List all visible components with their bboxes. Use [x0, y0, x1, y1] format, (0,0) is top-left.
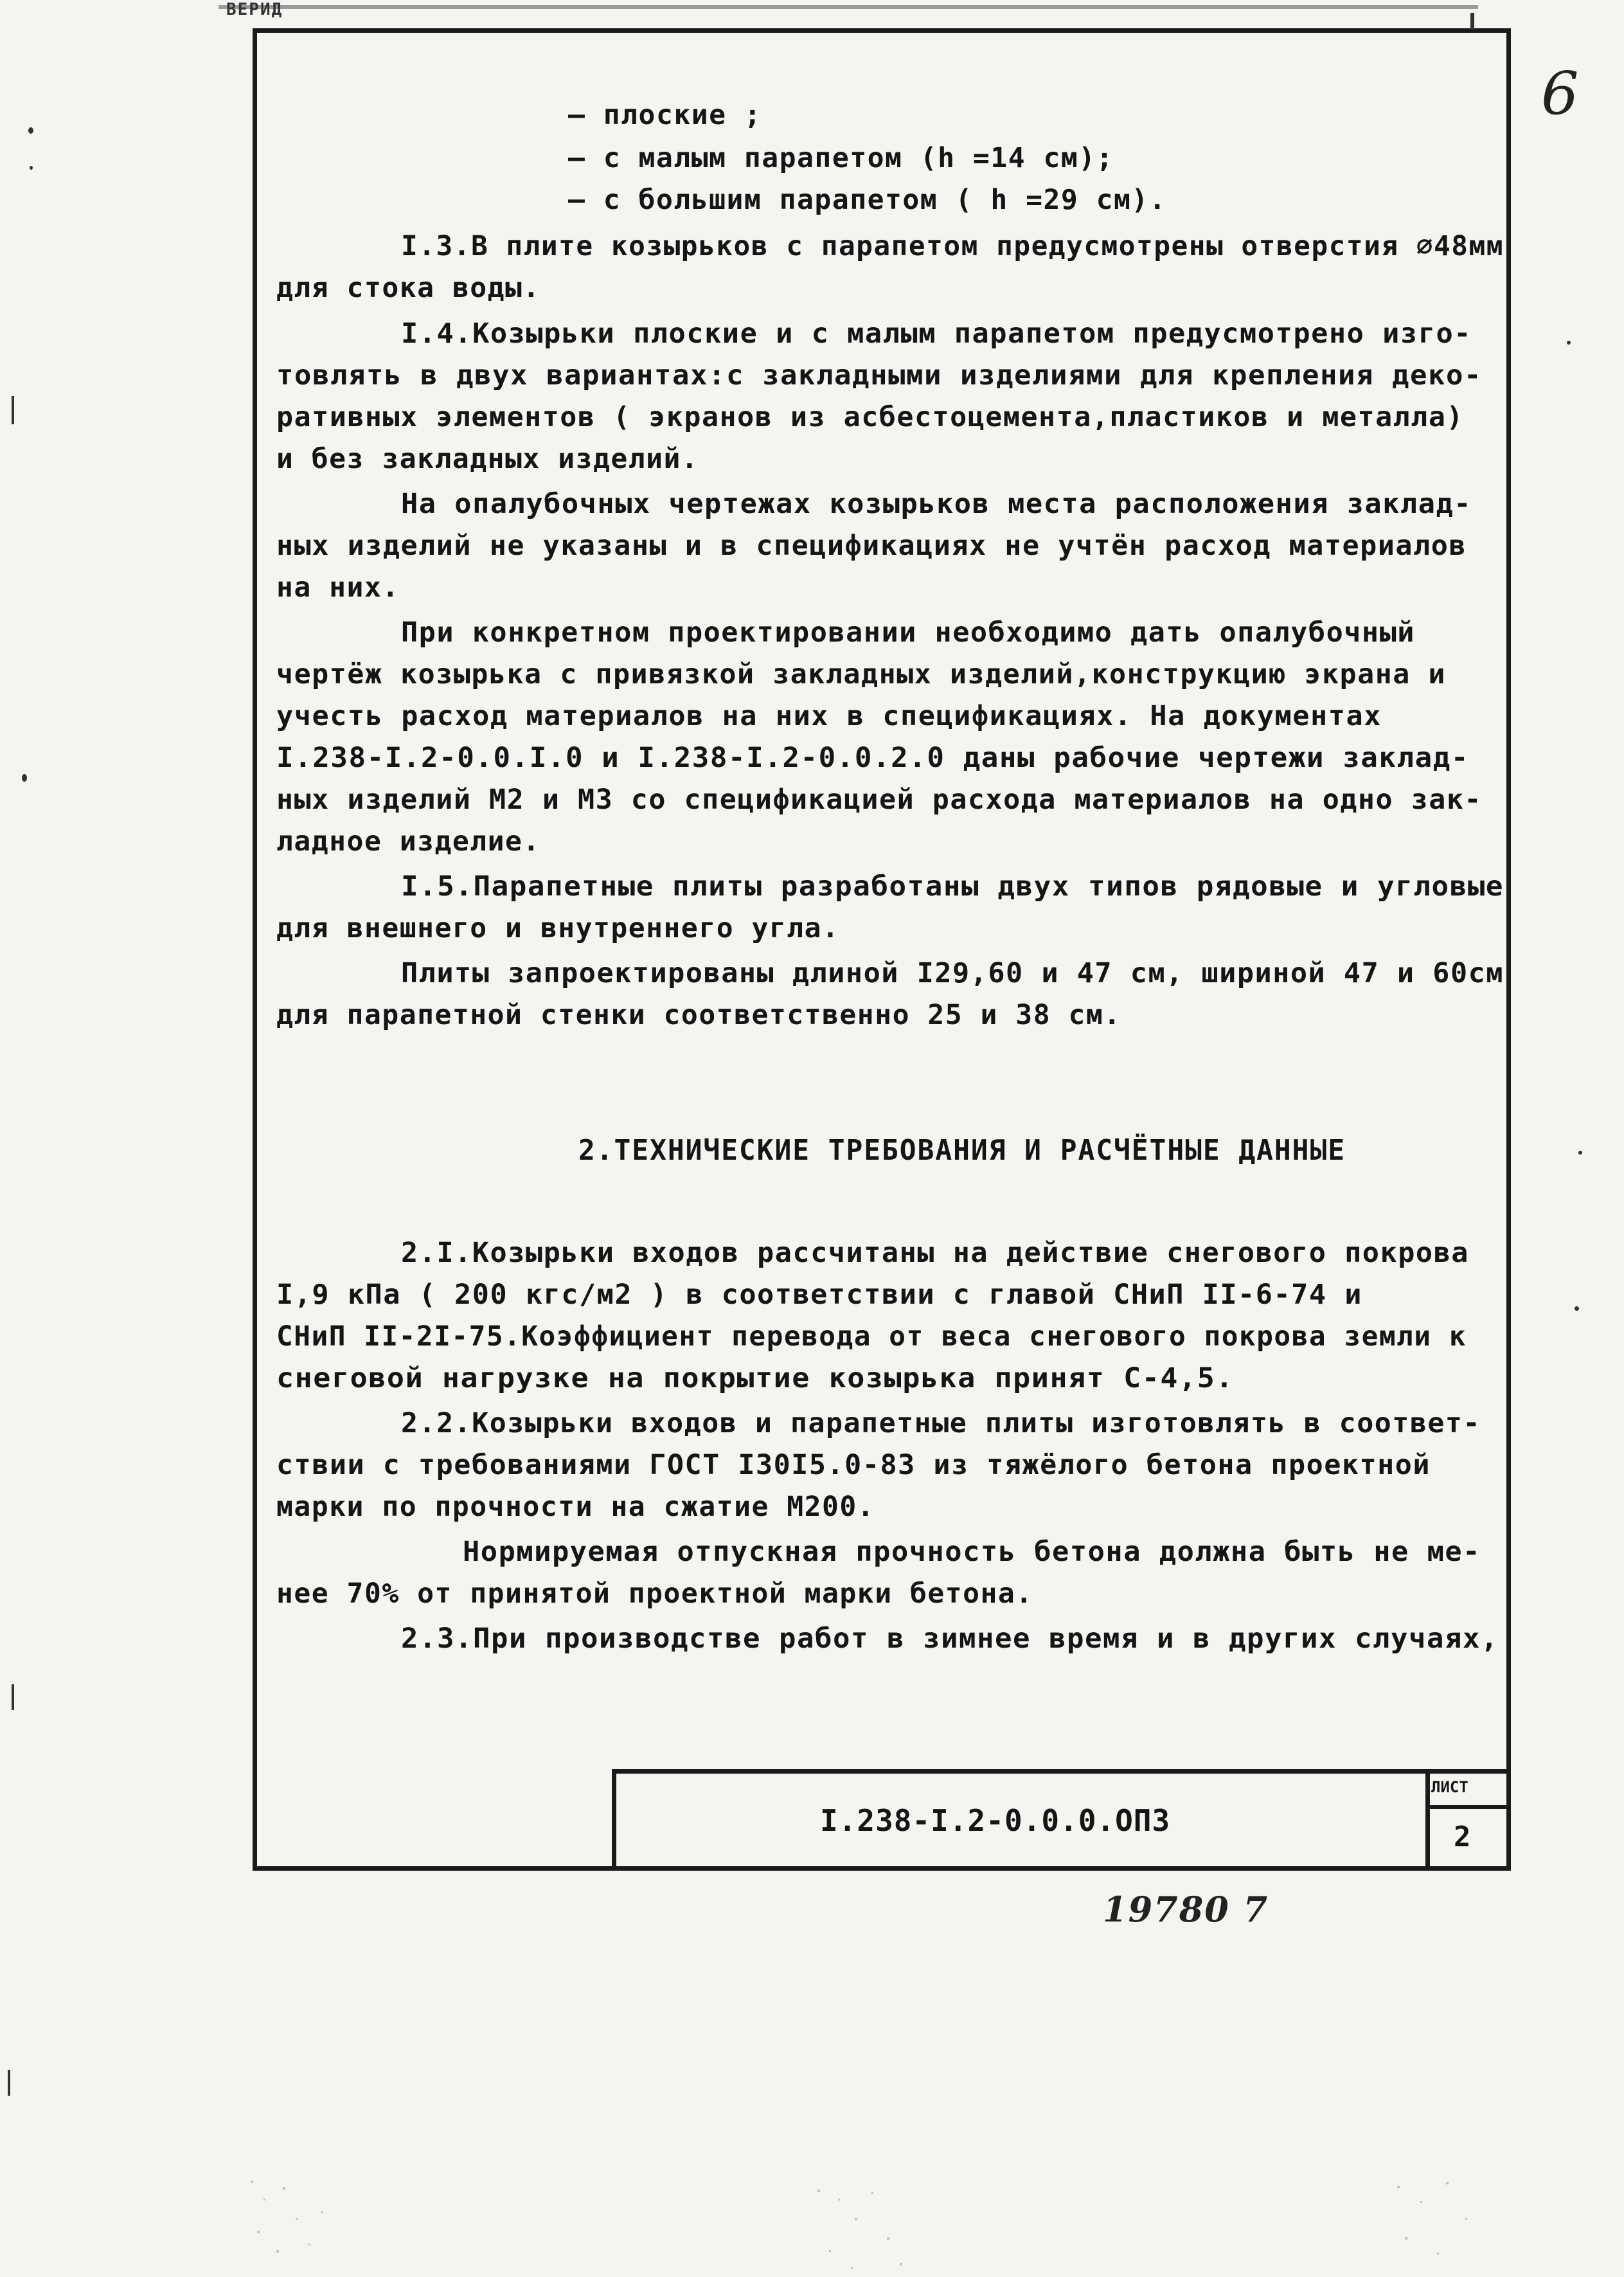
- scan-speck: [1575, 1306, 1579, 1311]
- text-line: для внешнего и внутреннего угла.: [276, 912, 840, 944]
- text-line: – плоские ;: [568, 99, 762, 131]
- section-heading: 2.ТЕХНИЧЕСКИЕ ТРЕБОВАНИЯ И РАСЧЁТНЫЕ ДАННЫЕ: [578, 1134, 1346, 1167]
- scan-speck: [8, 2070, 10, 2096]
- text-line: снеговой нагрузке на покрытие козырька принят С-4,5.: [276, 1362, 1234, 1394]
- text-line: – с большим парапетом ( h =29 см).: [568, 184, 1167, 216]
- text-line: I.238-I.2-0.0.I.0 и I.238-I.2-0.0.2.0 даны рабочие чертежи заклад-: [276, 742, 1469, 774]
- text-line: Нормируемая отпускная прочность бетона должна быть не ме-: [463, 1536, 1481, 1568]
- text-line: 2.3.При производстве работ в зимнее время и в других случаях,: [401, 1623, 1499, 1655]
- text-line: ных изделий М2 и М3 со спецификацией расхода материалов на одно зак-: [276, 784, 1482, 816]
- text-line: для стока воды.: [276, 272, 540, 304]
- sheet-number: 2: [1454, 1821, 1471, 1853]
- handwritten-page-number: 6: [1541, 59, 1579, 128]
- scan-speck: [1578, 1151, 1582, 1155]
- scan-noise-center: [810, 2179, 913, 2276]
- text-line: I.3.В плите козырьков с парапетом предусмотрены отверстия ∅48мм: [401, 230, 1504, 262]
- text-line: товлять в двух вариантах:с закладными изделиями для крепления деко-: [276, 359, 1482, 392]
- text-line: На опалубочных чертежах козырьков места расположения заклад-: [401, 488, 1472, 520]
- scan-speck: [12, 1684, 14, 1710]
- scan-speck: [12, 396, 14, 424]
- text-line: ствии с требованиями ГОСТ I30I5.0-83 из тяжёлого бетона проектной: [276, 1449, 1431, 1481]
- archive-number: 19780 7: [1103, 1889, 1269, 1930]
- scan-noise-left: [244, 2173, 334, 2263]
- text-line: 2.2.Козырьки входов и парапетные плиты изготовлять в соответ-: [401, 1407, 1481, 1439]
- text-line: I,9 кПа ( 200 кгс/м2 ) в соответствии с главой СНиП II-6-74 и: [276, 1279, 1362, 1311]
- scan-speck: [30, 166, 33, 170]
- text-line: чертёж козырька с привязкой закладных изделий,конструкцию экрана и: [276, 658, 1446, 690]
- document-code: I.238-I.2-0.0.0.ОПЗ: [820, 1803, 1171, 1838]
- text-line: ладное изделие.: [276, 825, 540, 858]
- text-line: I.4.Козырьки плоские и с малым парапетом предусмотрено изго-: [401, 318, 1472, 350]
- sheet-label: ЛИСТ: [1431, 1778, 1468, 1796]
- text-line: на них.: [276, 572, 400, 604]
- scan-speck: [1470, 13, 1474, 30]
- text-line: Плиты запроектированы длиной I29,60 и 47 см, шириной 47 и 60см: [401, 957, 1504, 989]
- text-line: I.5.Парапетные плиты разработаны двух типов рядовые и угловые: [401, 870, 1504, 903]
- scan-speck: [22, 774, 27, 782]
- text-line: марки по прочности на сжатие М200.: [276, 1491, 875, 1523]
- text-line: для парапетной стенки соответственно 25 и 38 см.: [276, 999, 1121, 1031]
- text-line: СНиП II-2I-75.Коэффициент перевода от веса снегового покрова земли к: [276, 1320, 1467, 1353]
- sheet-divider: [1425, 1805, 1511, 1809]
- text-line: ных изделий не указаны и в спецификациях не учтён расход материалов: [276, 530, 1467, 562]
- scan-speck: [28, 127, 33, 134]
- top-stamp: ВЕРИД: [226, 0, 283, 19]
- scan-speck: [1567, 341, 1571, 345]
- text-line: нее 70% от принятой проектной марки бетона.: [276, 1578, 1033, 1610]
- text-line: 2.I.Козырьки входов рассчитаны на действие снегового покрова: [401, 1237, 1469, 1269]
- text-line: учесть расход материалов на них в спецификациях. На документах: [276, 700, 1382, 732]
- text-line: – с малым парапетом (h =14 см);: [568, 142, 1114, 174]
- text-line: ративных элементов ( экранов из асбестоцемента,пластиков и металла): [276, 401, 1464, 433]
- text-line: При конкретном проектировании необходимо дать опалубочный: [401, 616, 1415, 649]
- text-line: и без закладных изделий.: [276, 443, 699, 475]
- scan-noise-right: [1388, 2173, 1491, 2269]
- top-edge-line: [219, 5, 1478, 9]
